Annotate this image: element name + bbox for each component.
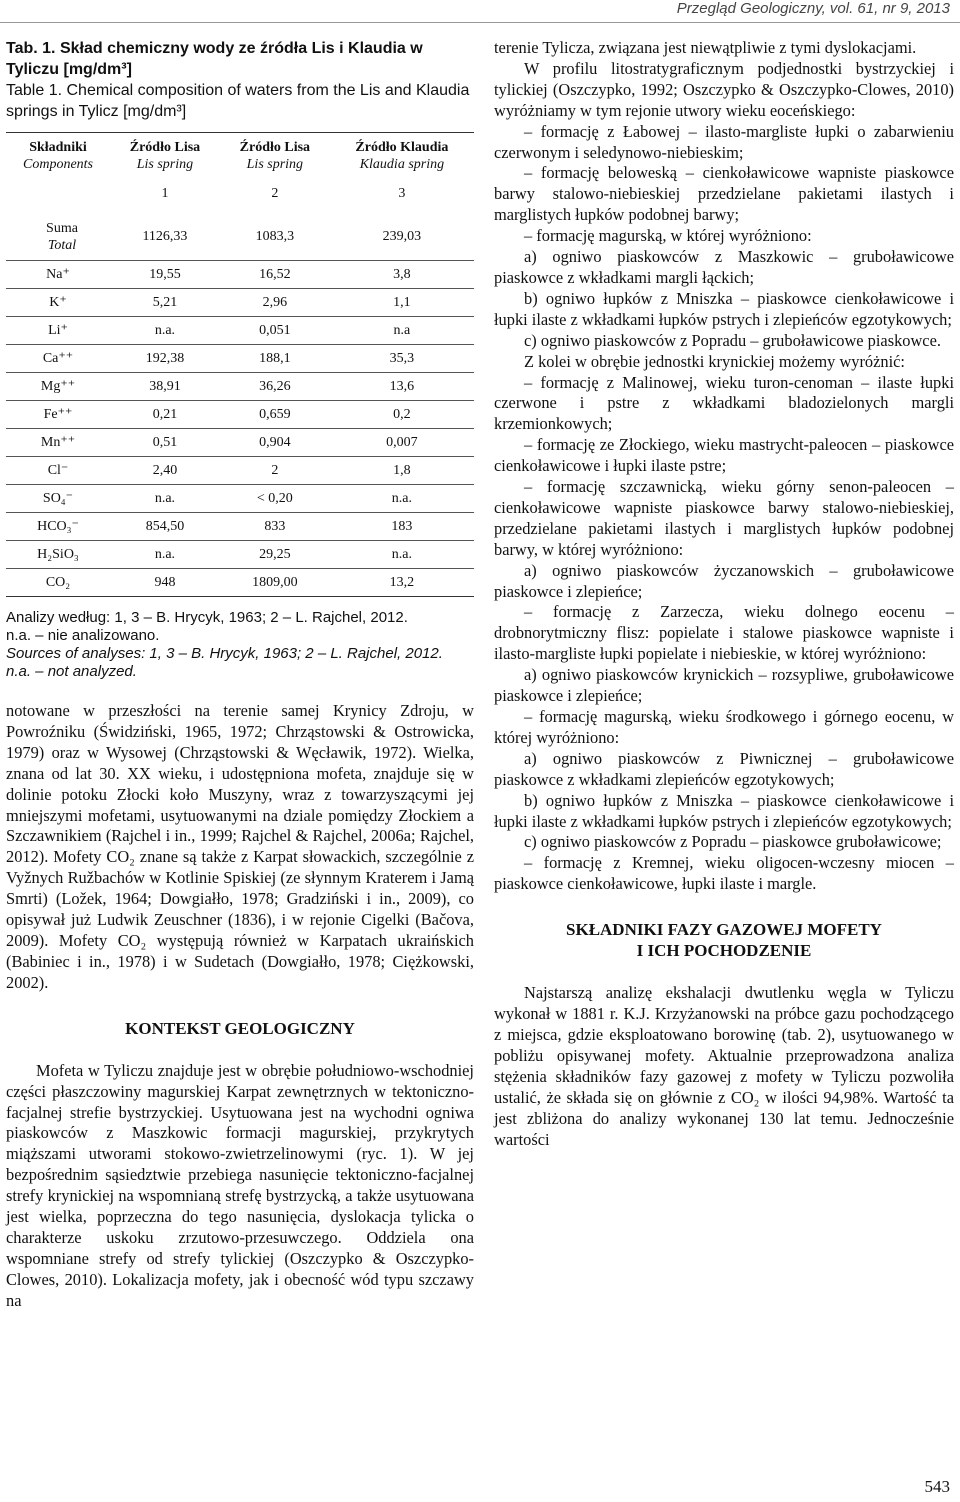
cell: 1083,3 <box>255 229 295 244</box>
paragraph: – formację magurską, w której wyróżniono: <box>524 226 812 246</box>
cell: 19,55 <box>110 261 220 289</box>
num-empty <box>6 174 110 214</box>
cell: n.a. <box>330 485 474 513</box>
paragraph: c) ogniwo piaskowców z Popradu – piaskowce gruboławicowe; <box>524 832 942 852</box>
cell: n.a <box>330 317 474 345</box>
cell: 38,91 <box>110 373 220 401</box>
table-row <box>6 373 474 401</box>
paragraph: notowane w przeszłości na terenie samej Krynicy Zdroju, w Powroźniku (Świdziński, 1965, 1972; Chrząstowski & Ostrowicka, 1979) oraz w Wysowej (Chrząstowski & Węcławik, 1972). Wielka, znana od lat 30. XX wieku, i udostępniona mofeta, znajduje się w dolinie potoku Złocki koło Muszyny, wraz z towarzyszącymi jej mniejszymi mofetami, usytuowanymi na dziale pomiędzy Złockiem a Szczawnikiem (Rajchel i in., 1999; Rajchel & Rajchel, 2006a; Rajchel, 2012). Mofety CO₂ znane są także z Karpat słowackich, szczególnie z Vyžnych Ružbachów w Kotlinie Spiskiej (ze słynnym Kraterem i Jamą Smrti) (Ložek, 1964; Dowgiałło, 1978; Gradziński i in., 2009), co opisywał już Ludwik Zeuschner (1836), i w rejonie Cigelki (Bačova, 2009). Mofety CO₂ występują również w Karpatach ukraińskich (Babiniec i in., 1978) i w Sudetach (Dowgiałło, 1978; Ciężkowski, 2002). <box>6 701 474 992</box>
table-row <box>6 457 474 485</box>
row-label: Li⁺ <box>6 317 110 345</box>
table-row <box>6 485 474 513</box>
table-row <box>6 513 474 541</box>
table-row <box>6 261 474 289</box>
table-row <box>6 541 474 569</box>
cell: 35,3 <box>330 345 474 373</box>
cell: 2 <box>220 457 330 485</box>
paragraph: Z kolei w obrębie jednostki krynickiej możemy wyróżnić: <box>524 351 905 371</box>
row-label: Ca⁺⁺ <box>6 345 110 373</box>
paragraph: a) ogniwo piaskowców z Piwnicznej – gruboławicowe piaskowce z wkładkami zlepieńców egzotykowych; <box>494 748 954 789</box>
cell: 833 <box>220 513 330 541</box>
cell: 5,21 <box>110 289 220 317</box>
row-label: Na⁺ <box>6 261 110 289</box>
header-klaudia: Źródło Klaudia Klaudia spring <box>355 140 449 172</box>
cell: 13,6 <box>330 373 474 401</box>
cell: n.a. <box>110 485 220 513</box>
cell: 0,659 <box>220 401 330 429</box>
paragraph: – formację z Malinowej, wieku turon-cenoman – ilaste łupki czerwone i pstre z wkładkami bladozielonych margli krzemionkowych; <box>494 372 954 434</box>
col-num: 2 <box>271 186 279 201</box>
caption-pl: Tab. 1. Skład chemiczny wody ze źródła Lis i Klaudia w Tyliczu [mg/dm³] <box>6 40 423 78</box>
paragraph: a) ogniwo piaskowców krynickich – rozsypliwe, gruboławicowe piaskowce i zlepieńce; <box>494 665 954 706</box>
cell: 16,52 <box>220 261 330 289</box>
page-number: 543 <box>924 1477 950 1496</box>
cell: 2,40 <box>110 457 220 485</box>
cell: < 0,20 <box>220 485 330 513</box>
row-label: HCO₃⁻ <box>6 513 110 541</box>
heading-line: SKŁADNIKI FAZY GAZOWEJ MOFETY <box>566 920 882 940</box>
row-label: Mn⁺⁺ <box>6 429 110 457</box>
paragraph: b) ogniwo łupków z Mniszka – piaskowce cienkoławicowe i łupki ilaste z wkładkami łupków pstrych i zlepieńców egzotykowych; <box>494 790 954 831</box>
row-label: Mg⁺⁺ <box>6 373 110 401</box>
cell: 29,25 <box>220 541 330 569</box>
cell: 948 <box>110 569 220 597</box>
cell: n.a. <box>110 541 220 569</box>
cell: 1,8 <box>330 457 474 485</box>
cell: n.a. <box>330 541 474 569</box>
paragraph: – formację z Kremnej, wieku oligocen-wczesny miocen – piaskowce cienkoławicowe, łupki ilaste i margle. <box>494 853 954 894</box>
paragraph: a) ogniwo piaskowców życzanowskich – gruboławicowe piaskowce i zlepieńce; <box>494 560 954 601</box>
paragraph: – formację z Łabowej – ilasto-margliste łupki o zabarwieniu czerwonym i seledynowo-niebieskim; <box>494 121 954 162</box>
journal-header: Przegląd Geologiczny, vol. 61, nr 9, 2013 <box>676 0 950 17</box>
table-row <box>6 214 474 261</box>
composition-table <box>6 132 474 597</box>
row-label: SO₄⁻ <box>6 485 110 513</box>
cell: 0,904 <box>220 429 330 457</box>
section-heading-gas <box>494 919 954 961</box>
paragraph: c) ogniwo piaskowców z Popradu – gruboławicowe piaskowce. <box>524 330 941 350</box>
note: Analizy według: 1, 3 – B. Hrycyk, 1963; 2 – L. Rajchel, 2012. <box>6 609 408 626</box>
cell: 0,21 <box>110 401 220 429</box>
cell: 0,51 <box>110 429 220 457</box>
cell: 0,2 <box>330 401 474 429</box>
right-paragraphs <box>494 38 954 895</box>
header-lis-1: Źródło Lisa Lis spring <box>129 140 201 172</box>
table-row <box>6 569 474 597</box>
note: n.a. – not analyzed. <box>6 663 137 680</box>
paragraph: a) ogniwo piaskowców z Maszkowic – gruboławicowe piaskowce z wkładkami margli łąckich; <box>494 247 954 287</box>
paragraph: – formację szczawnicką, wieku górny senon-paleocen – cienkoławicowe wapniste piaskowce barwy stalowo-niebieskiej, przedzielane pakietami ilastych i marglistych łupków podobnej barwy, w której wyróżniono: <box>494 477 954 559</box>
section-heading-geo: KONTEKST GEOLOGICZNY <box>125 1018 355 1038</box>
cell: 854,50 <box>110 513 220 541</box>
col-num: 3 <box>398 186 406 201</box>
paragraph: Mofeta w Tyliczu znajduje jest w obrębie południowo-wschodniej części płaszczowiny magurskiej Karpat zewnętrznych w tektoniczno-facjalnej strefie bystrzyckiej. Usytuowana jest na wychodni ogniwa piaskowców z Maszkowic formacji magurskiej, przykrytych miąższami utworami stokowo-zwietrzelinowymi (ryc. 1). W jej bezpośrednim sąsiedztwie przebiega nasunięcie tektoniczno-facjalnej strefy krynickiej na wspomnianą strefę bystrzycką, a także usytuowana jest wielka, poprzeczna do tego nasunięcia, dyslokacja tylicka o charakterze uskoku zrzutowo-przesuwczego. Oddziela ona wspomniane strefy od strefy tylickiej (Oszczypko & Oszczypko-Clowes, 2010). Lokalizacja mofety, jak i obecność wód typu szczawy na <box>6 1060 474 1310</box>
caption-en: Table 1. Chemical composition of waters from the Lis and Klaudia springs in Tylicz [mg/dm³] <box>6 82 470 120</box>
cell: 1,1 <box>330 289 474 317</box>
paragraph: – formację beloweską – cienkoławicowe wapniste piaskowce barwy stalowo-niebieskiej przedzielane pakietami ilastych i marglistych łupków podobnej barwy; <box>494 163 954 225</box>
cell: 239,03 <box>382 229 422 244</box>
note: Sources of analyses: 1, 3 – B. Hrycyk, 1963; 2 – L. Rajchel, 2012. <box>6 645 443 662</box>
cell: 1126,33 <box>142 229 188 244</box>
cell: 3,8 <box>330 261 474 289</box>
row-label: K⁺ <box>6 289 110 317</box>
table-row <box>6 317 474 345</box>
cell: 188,1 <box>220 345 330 373</box>
cell: 0,007 <box>330 429 474 457</box>
paragraph: terenie Tylicza, związana jest niewątpliwie z tymi dyslokacjami. <box>494 38 917 57</box>
note: n.a. – nie analizowano. <box>6 627 160 644</box>
table-caption <box>6 38 474 122</box>
heading-line: I ICH POCHODZENIE <box>636 941 812 961</box>
col-num: 1 <box>161 186 169 201</box>
table-row <box>6 429 474 457</box>
cell: 192,38 <box>110 345 220 373</box>
paragraph: b) ogniwo łupków z Mniszka – piaskowce cienkoławicowe i łupki ilaste z wkładkami łupków pstrych i zlepieńców egzotykowych; <box>494 288 954 329</box>
row-label: CO₂ <box>6 569 110 597</box>
cell: 36,26 <box>220 373 330 401</box>
table-row <box>6 289 474 317</box>
row-label: Fe⁺⁺ <box>6 401 110 429</box>
paragraph: – formację z Zarzecza, wieku dolnego eocenu – drobnorytmiczny flisz: popielate i stalowe piaskowce wapniste i ilasto-margliste łupki popielate i niebieskie, w której wyróżniono: <box>494 602 954 664</box>
row-label: Cl⁻ <box>6 457 110 485</box>
cell: 13,2 <box>330 569 474 597</box>
table-row <box>6 345 474 373</box>
cell: n.a. <box>110 317 220 345</box>
table-row <box>6 401 474 429</box>
cell: 2,96 <box>220 289 330 317</box>
cell: 1809,00 <box>220 569 330 597</box>
right-column <box>494 38 954 1150</box>
paragraph: Najstarszą analizę ekshalacji dwutlenku węgla w Tyliczu wykonał w 1881 r. K.J. Krzyżanowski na próbce gazu pochodzącego z miejsca, gdzie eksploatowano borowinę (tab. 2), usytuowanego w pobliżu opisywanej mofety. Aktualnie przeprowadzona analiza stężenia składników fazy gazowej z mofety w Tyliczu pozwoliła ustalić, że składa się on głównie z CO₂ w ilości 94,98%. Wartość ta jest zbliżona do analizy wykonanej 130 lat temu. Jednocześnie wartości <box>494 983 954 1149</box>
left-column <box>6 38 474 1312</box>
cell: 183 <box>330 513 474 541</box>
paragraph: – formację magurską, wieku środkowego i górnego eocenu, w której wyróżniono: <box>494 707 954 747</box>
row-label: Suma Total <box>46 221 78 253</box>
paragraph: W profilu litostratygraficznym podjednostki bystrzyckiej i tylickiej (Oszczypko, 1992; Oszczypko & Oszczypko-Clowes, 2010) wyróżniamy w tym rejonie utwory wieku eoceńskiego: <box>494 58 954 120</box>
header-lis-2: Źródło Lisa Lis spring <box>239 140 311 172</box>
header-components: Składniki Components <box>23 140 93 172</box>
header-rule <box>0 22 960 23</box>
paragraph: – formację ze Złockiego, wieku mastrycht-paleocen – piaskowce cienkoławicowe i łupki ilaste pstre; <box>494 435 954 476</box>
cell: 0,051 <box>220 317 330 345</box>
table-notes <box>6 609 474 681</box>
row-label: H₂SiO₃ <box>6 541 110 569</box>
